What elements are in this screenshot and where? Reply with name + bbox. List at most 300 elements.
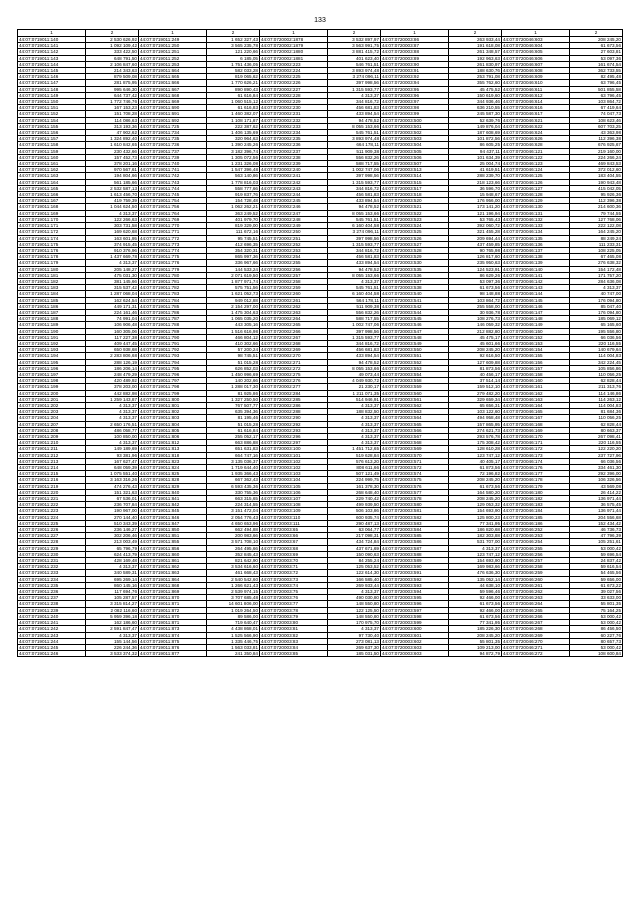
value-cell: 342 224,45 [570, 359, 623, 365]
value-cell: 261 348,57 [449, 49, 502, 55]
value-cell: 695 269,14 [86, 576, 139, 582]
cadastral-number-cell: 44:07:0720003:567 [381, 434, 449, 440]
value-cell: 456 581,83 [328, 254, 381, 260]
value-cell: 3 534 616,60 [207, 564, 260, 570]
cadastral-number-cell: 44:07:0720003:569 [381, 446, 449, 452]
cadastral-number-cell: 44:07:0719011:224 [18, 514, 86, 520]
value-cell: 264 495,66 [207, 545, 260, 551]
value-cell: 149 876,04 [449, 123, 502, 129]
cadastral-number-cell: 44:07:0720003:540 [381, 291, 449, 297]
value-cell: 344 816,72 [328, 99, 381, 105]
value-cell: 268 648,40 [328, 489, 381, 495]
cadastral-number-cell: 44:07:0720046:139 [502, 260, 570, 266]
value-cell: 182 303,88 [449, 533, 502, 539]
cadastral-number-cell: 44:07:0720046:138 [502, 254, 570, 260]
value-cell: 1 315 593,77 [328, 334, 381, 340]
value-cell: 410 302,66 [207, 340, 260, 346]
cadastral-number-cell: 44:07:0720002:268 [260, 340, 328, 346]
cadastral-number-cell: 44:07:0720002:266 [260, 328, 328, 334]
value-cell: 208 245,20 [449, 496, 502, 502]
value-cell: 214 600,36 [570, 204, 623, 210]
cadastral-number-cell: 44:07:0720003:515 [381, 179, 449, 185]
cadastral-number-cell: 44:07:0720046:140 [502, 266, 570, 272]
value-cell: 2 154 297,00 [207, 303, 260, 309]
value-cell: 237 727,96 [570, 452, 623, 458]
cadastral-number-cell: 44:07:0720046:128 [502, 192, 570, 198]
value-cell: 140 202,66 [207, 378, 260, 384]
value-cell: 1 935 366,43 [207, 471, 260, 477]
cadastral-number-cell: 44:07:0719011:813 [139, 446, 207, 452]
value-cell: 224 999,75 [328, 477, 381, 483]
value-cell: 1 525 566,90 [207, 632, 260, 638]
value-cell: 195 556,80 [570, 328, 623, 334]
value-cell: 154 172,48 [570, 266, 623, 272]
value-cell: 397 998,56 [328, 235, 381, 241]
value-cell: 434 724,84 [328, 539, 381, 545]
value-cell: 176 094,80 [570, 297, 623, 303]
cadastral-number-cell: 44:07:0720003:563 [381, 409, 449, 415]
cadastral-number-cell: 44:07:0720003:600 [381, 626, 449, 632]
value-cell: 94 437,11 [449, 148, 502, 154]
cadastral-number-cell: 44:07:0720003:603 [381, 651, 449, 657]
cadastral-number-cell: 44:07:0719011:238 [18, 601, 86, 607]
cadastral-number-cell: 44:07:0720046:156 [502, 359, 570, 365]
cadastral-number-cell: 44:07:0719011:812 [139, 440, 207, 446]
cadastral-number-cell: 44:07:0720003:94 [381, 80, 449, 86]
cadastral-number-cell: 44:07:0719011:776 [139, 260, 207, 266]
value-cell: 164 245,20 [570, 229, 623, 235]
cadastral-number-cell: 44:07:0719011:851 [139, 533, 207, 539]
cadastral-number-cell: 44:07:0719011:212 [18, 452, 86, 458]
cadastral-number-cell: 44:07:0719011:229 [18, 545, 86, 551]
value-cell: 879 509,08 [86, 74, 139, 80]
cadastral-number-cell: 44:07:0719011:226 [18, 527, 86, 533]
value-cell: 185 226,30 [449, 626, 502, 632]
cadastral-number-cell: 44:07:0720046:122 [502, 154, 570, 160]
value-cell: 1 002 747,06 [328, 167, 381, 173]
value-cell: 4 313,37 [328, 92, 381, 98]
cadastral-number-cell: 44:07:0719011:250 [139, 43, 207, 49]
value-cell: 3 563 991,75 [328, 43, 381, 49]
cadastral-number-cell: 44:07:0720003:97 [381, 99, 449, 105]
value-cell: 80 657,73 [570, 638, 623, 644]
value-cell: 8 055 153,66 [328, 123, 381, 129]
value-cell: 53 000,42 [570, 613, 623, 619]
value-cell: 1 516 616,98 [207, 328, 260, 334]
cadastral-number-cell: 44:07:0719011:237 [18, 595, 86, 601]
value-cell: 222 122,08 [570, 223, 623, 229]
cadastral-number-cell: 44:07:0720003:585 [381, 533, 449, 539]
cadastral-number-cell: 44:07:0719011:227 [18, 533, 86, 539]
value-cell: 45 475,17 [449, 334, 502, 340]
cadastral-number-cell: 44:07:0719011:150 [18, 99, 86, 105]
cadastral-number-cell: 44:07:0720046:176 [502, 465, 570, 471]
cadastral-number-cell: 44:07:0719011:188 [18, 316, 86, 322]
value-cell: 61 673,56 [449, 601, 502, 607]
cadastral-number-cell: 44:07:0720046:260 [502, 576, 570, 582]
cadastral-number-cell: 44:07:0720003:574 [381, 471, 449, 477]
value-cell: 4 313,37 [86, 210, 139, 216]
value-cell: 334 461,30 [570, 465, 623, 471]
value-cell: 644 737,42 [86, 92, 139, 98]
cadastral-number-cell: 44:07:0720003:561 [381, 396, 449, 402]
value-cell: 442 882,98 [86, 390, 139, 396]
cadastral-number-cell: 44:07:0720003:529 [381, 254, 449, 260]
cadastral-number-cell: 44:07:0719011:251 [139, 49, 207, 55]
value-cell: 274 621,73 [449, 427, 502, 433]
cadastral-number-cell: 44:07:0719011:756 [139, 204, 207, 210]
value-cell: 114 004,83 [570, 402, 623, 408]
value-cell: 51 015,28 [207, 421, 260, 427]
cadastral-number-cell: 44:07:0720003:78 [260, 607, 328, 613]
value-cell: 662 494,88 [207, 527, 260, 533]
value-cell: 122 220,20 [570, 446, 623, 452]
value-cell: 67 419,64 [570, 105, 623, 111]
cadastral-number-cell: 44:07:0720046:174 [502, 458, 570, 464]
cadastral-number-cell: 44:07:0719011:154 [18, 117, 86, 123]
column-header: 1 [18, 30, 86, 37]
cadastral-number-cell: 44:07:0719011:178 [18, 254, 86, 260]
cadastral-number-cell: 44:07:0720046:605 [502, 49, 570, 55]
value-cell: 333 422,50 [86, 49, 139, 55]
value-cell: 53 765,43 [449, 216, 502, 222]
cadastral-number-cell: 44:07:0720003:578 [381, 496, 449, 502]
cadastral-number-cell: 44:07:0720046:179 [502, 483, 570, 489]
value-cell: 2 540 542,60 [207, 576, 260, 582]
cadastral-number-cell: 44:07:0720002:297 [260, 440, 328, 446]
value-cell: 159 512,10 [449, 384, 502, 390]
cadastral-number-cell: 44:07:0719011:203 [18, 409, 86, 415]
value-cell: 397 998,56 [328, 173, 381, 179]
cadastral-number-cell: 44:07:0720046:255 [502, 545, 570, 551]
cadastral-number-cell: 44:07:0720002:227 [260, 86, 328, 92]
cadastral-number-cell: 44:07:0719011:664 [139, 68, 207, 74]
cadastral-number-cell: 44:07:0720003:513 [381, 167, 449, 173]
cadastral-number-cell: 44:07:0720046:160 [502, 378, 570, 384]
cadastral-number-cell: 44:07:0720003:582 [381, 514, 449, 520]
column-header: 1 [260, 30, 328, 37]
value-cell: 490 030,80 [328, 595, 381, 601]
cadastral-number-cell: 44:07:0719011:743 [139, 179, 207, 185]
cadastral-number-cell: 44:07:0720003:100 [260, 446, 328, 452]
cadastral-number-cell: 44:07:0719011:800 [139, 396, 207, 402]
cadastral-number-cell: 44:07:0720002:290 [260, 415, 328, 421]
value-cell: 81 873,56 [449, 365, 502, 371]
cadastral-number-cell: 44:07:0719011:162 [18, 167, 86, 173]
value-cell: 171 757,20 [570, 272, 623, 278]
value-cell: 865 997,36 [207, 254, 260, 260]
value-cell: 531 707,00 [449, 539, 502, 545]
cadastral-number-cell: 44:07:0720003:73 [260, 576, 328, 582]
cadastral-number-cell: 44:07:0720002:245 [260, 198, 328, 204]
value-cell: 84 255,24 [328, 558, 381, 564]
value-cell: 995 646,30 [86, 86, 139, 92]
cadastral-number-cell: 44:07:0719011:871 [139, 601, 207, 607]
cadastral-number-cell: 44:07:0719011:208 [18, 427, 86, 433]
cadastral-number-cell: 44:07:0720046:610 [502, 80, 570, 86]
cadastral-number-cell: 44:07:0719011:140 [18, 37, 86, 43]
cadastral-number-cell: 44:07:0720046:622 [502, 123, 570, 129]
value-cell: 63 796,45 [570, 92, 623, 98]
value-cell: 1 315 593,77 [328, 179, 381, 185]
value-cell: 558 777,66 [207, 185, 260, 191]
value-cell: 561 185,66 [86, 179, 139, 185]
value-cell: 67 536,01 [86, 496, 139, 502]
value-cell: 190 967,00 [86, 508, 139, 514]
cadastral-number-cell: 44:07:0720046:121 [502, 148, 570, 154]
value-cell: 428 169,48 [86, 558, 139, 564]
cadastral-number-cell: 44:07:0720003:575 [381, 477, 449, 483]
cadastral-number-cell: 44:07:0720046:173 [502, 452, 570, 458]
cadastral-number-cell: 44:07:0719011:798 [139, 384, 207, 390]
value-cell: 8 055 153,66 [328, 272, 381, 278]
value-cell: 65 796,79 [86, 545, 139, 551]
value-cell: 220 116,55 [570, 340, 623, 346]
value-cell: 3 274 096,11 [328, 74, 381, 80]
value-cell: 121 220,66 [207, 49, 260, 55]
cadastral-number-cell: 44:07:0720002:263 [260, 309, 328, 315]
value-cell: 1 770 626,21 [207, 80, 260, 86]
value-cell: 4 313,37 [328, 427, 381, 433]
value-cell: 108 276,73 [449, 316, 502, 322]
cadastral-number-cell: 44:07:0720002:246 [260, 204, 328, 210]
value-cell: 4 313,37 [449, 545, 502, 551]
value-cell: 1 324 892,40 [86, 136, 139, 142]
value-cell: 186 820,68 [449, 527, 502, 533]
cadastral-number-cell: 44:07:0720003:558 [381, 378, 449, 384]
cadastral-number-cell: 44:07:0720003:542 [381, 303, 449, 309]
cadastral-number-cell: 44:07:0719011:159 [18, 148, 86, 154]
value-cell: 4 313,37 [86, 564, 139, 570]
cadastral-number-cell: 44:07:0720046:147 [502, 309, 570, 315]
value-cell: 219 160,00 [570, 148, 623, 154]
value-cell: 136 971,44 [570, 496, 623, 502]
cadastral-number-cell: 44:07:0719011:735 [139, 136, 207, 142]
cadastral-number-cell: 44:07:0720046:269 [502, 632, 570, 638]
cadastral-number-cell: 44:07:0720046:146 [502, 303, 570, 309]
value-cell: 255 052,17 [207, 434, 260, 440]
cadastral-number-cell: 44:07:0720046:184 [502, 508, 570, 514]
cadastral-number-cell: 44:07:0720046:123 [502, 161, 570, 167]
cadastral-number-cell: 44:07:0719011:186 [18, 303, 86, 309]
cadastral-number-cell: 44:07:0720002:236 [260, 142, 328, 148]
cadastral-number-cell: 44:07:0720002:1880 [260, 49, 328, 55]
cadastral-number-cell: 44:07:0720046:180 [502, 489, 570, 495]
cadastral-number-cell: 44:07:0720003:552 [381, 359, 449, 365]
value-cell: 105 251,61 [570, 539, 623, 545]
cadastral-number-cell: 44:07:0720046:169 [502, 427, 570, 433]
value-cell: 3 893 974,48 [328, 68, 381, 74]
value-cell: 409 447,45 [86, 340, 139, 346]
cadastral-number-cell: 44:07:0720046:155 [502, 353, 570, 359]
value-cell: 167 153,23 [86, 105, 139, 111]
value-cell: 55 801,35 [449, 638, 502, 644]
value-cell: 3 182 396,74 [207, 148, 260, 154]
cadastral-number-cell: 44:07:0720046:153 [502, 340, 570, 346]
value-cell: 456 681,83 [328, 105, 381, 111]
cadastral-number-cell: 44:07:0720003:591 [381, 570, 449, 576]
cadastral-number-cell: 44:07:0720046:129 [502, 198, 570, 204]
value-cell: 94 478,52 [328, 266, 381, 272]
cadastral-number-cell: 44:07:0719011:771 [139, 229, 207, 235]
value-cell: 302 206,46 [86, 533, 139, 539]
cadastral-number-cell: 44:07:0719011:786 [139, 309, 207, 315]
cadastral-number-cell: 44:07:0719011:745 [139, 192, 207, 198]
value-cell: 59 596,46 [449, 589, 502, 595]
value-cell: 149 189,69 [86, 446, 139, 452]
value-cell: 140 679,64 [570, 347, 623, 353]
cadastral-number-cell: 44:07:0719011:164 [18, 179, 86, 185]
cadastral-number-cell: 44:07:0720046:266 [502, 613, 570, 619]
cadastral-number-cell: 44:07:0720046:165 [502, 409, 570, 415]
value-cell: 24 837,42 [570, 558, 623, 564]
cadastral-number-cell: 44:07:0720003:538 [381, 285, 449, 291]
value-cell: 650 938,68 [86, 347, 139, 353]
cadastral-number-cell: 44:07:0719011:772 [139, 235, 207, 241]
value-cell: 501 855,58 [570, 86, 623, 92]
cadastral-number-cell: 44:07:0720003:592 [381, 576, 449, 582]
cadastral-number-cell: 44:07:0720003:559 [381, 384, 449, 390]
cadastral-number-cell: 44:07:0720003:522 [381, 210, 449, 216]
cadastral-number-cell: 44:07:0720003:546 [381, 322, 449, 328]
value-cell: 303 731,58 [86, 223, 139, 229]
value-cell: 3 571 708,10 [207, 539, 260, 545]
cadastral-number-cell: 44:07:0720046:125 [502, 173, 570, 179]
value-cell: 220 116,55 [570, 440, 623, 446]
cadastral-number-cell: 44:07:0719011:147 [18, 80, 86, 86]
value-cell: 82 495,48 [570, 74, 623, 80]
value-cell: 30 936,78 [449, 309, 502, 315]
value-cell: 819 329,00 [207, 223, 260, 229]
value-cell: 123 747,12 [449, 551, 502, 557]
value-cell: 110 056,25 [570, 415, 623, 421]
value-cell: 344 936,46 [449, 99, 502, 105]
value-cell: 128 610,28 [449, 446, 502, 452]
value-cell: 1 451 712,65 [328, 446, 381, 452]
value-cell: 187 608,69 [449, 130, 502, 136]
value-cell: 85 047,40 [570, 303, 623, 309]
cadastral-number-cell: 44:07:0719011:868 [139, 582, 207, 588]
cadastral-number-cell: 44:07:0720002:288 [260, 409, 328, 415]
value-cell: 185 031,50 [328, 651, 381, 657]
cadastral-number-cell: 44:07:0720002:224 [260, 68, 328, 74]
cadastral-number-cell: 44:07:0719011:775 [139, 254, 207, 260]
cadastral-number-cell: 44:07:0720002:243 [260, 185, 328, 191]
value-cell: 148 550,80 [328, 613, 381, 619]
cadastral-number-cell: 44:07:0719011:770 [139, 223, 207, 229]
cadastral-number-cell: 44:07:0720003:581 [381, 508, 449, 514]
value-cell: 61 673,22 [570, 582, 623, 588]
value-cell: 103 864,72 [449, 297, 502, 303]
cadastral-number-cell: 44:07:0720003:98 [381, 105, 449, 111]
cadastral-number-cell: 44:07:0719011:223 [18, 508, 86, 514]
value-cell: 65 656,31 [449, 402, 502, 408]
cadastral-number-cell: 44:07:0720003:599 [381, 620, 449, 626]
cadastral-number-cell: 44:07:0719011:200 [18, 390, 86, 396]
value-cell: 53 000,42 [570, 644, 623, 650]
value-cell: 2 082 116,60 [86, 607, 139, 613]
value-cell: 127 609,88 [449, 359, 502, 365]
cadastral-number-cell: 44:07:0720046:604 [502, 43, 570, 49]
value-cell: 576 613,20 [328, 458, 381, 464]
value-cell: 663 886,88 [207, 440, 260, 446]
cadastral-number-cell: 44:07:0719011:741 [139, 167, 207, 173]
cadastral-number-cell: 44:07:0719011:842 [139, 502, 207, 508]
value-cell: 40 456,17 [449, 371, 502, 377]
cadastral-number-cell: 44:07:0719011:769 [139, 216, 207, 222]
value-cell: 392 060,72 [449, 223, 502, 229]
cadastral-number-cell: 44:07:0720003:548 [381, 334, 449, 340]
value-cell: 80 663,37 [570, 427, 623, 433]
cadastral-number-cell: 44:07:0720002:248 [260, 216, 328, 222]
cadastral-number-cell: 44:07:0720046:626 [502, 136, 570, 142]
value-cell: 4 313,37 [328, 278, 381, 284]
value-cell: 6 185,05 [207, 55, 260, 61]
value-cell: 563 140,86 [207, 173, 260, 179]
value-cell: 62 828,44 [570, 378, 623, 384]
table-header [18, 30, 623, 37]
value-cell: 3 893 974,48 [328, 136, 381, 142]
cadastral-number-cell: 44:07:0720003:536 [381, 272, 449, 278]
value-cell: 263 933,44 [449, 37, 502, 43]
cadastral-number-cell: 44:07:0719011:856 [139, 545, 207, 551]
value-cell: 821 642,90 [207, 558, 260, 564]
cadastral-number-cell: 44:07:0720046:143 [502, 285, 570, 291]
value-cell: 88 249,24 [570, 235, 623, 241]
value-cell: 456 681,83 [328, 347, 381, 353]
value-cell: 54 465,56 [570, 570, 623, 576]
value-cell: 205 148,27 [86, 266, 139, 272]
value-cell: 53 000,42 [570, 620, 623, 626]
value-cell: 161 378,30 [328, 483, 381, 489]
cadastral-number-cell: 44:07:0719011:182 [18, 278, 86, 284]
cadastral-number-cell: 44:07:0719011:774 [139, 247, 207, 253]
value-cell: 397 998,56 [328, 328, 381, 334]
value-cell: 519 628,84 [328, 452, 381, 458]
cadastral-number-cell: 44:07:0720003:109 [260, 508, 328, 514]
cadastral-number-cell: 44:07:0720003:598 [381, 613, 449, 619]
cadastral-number-cell: 44:07:0720003:68 [260, 545, 328, 551]
cadastral-number-cell: 44:07:0720002:240 [260, 167, 328, 173]
cadastral-number-cell: 44:07:0719011:871 [139, 620, 207, 626]
value-cell: 208 245,20 [449, 632, 502, 638]
cadastral-number-cell: 44:07:0720003:596 [381, 601, 449, 607]
cadastral-number-cell: 44:07:0719011:818 [139, 452, 207, 458]
cadastral-number-cell: 44:07:0720003:545 [381, 316, 449, 322]
cadastral-number-cell: 44:07:0719011:740 [139, 161, 207, 167]
value-cell: 651 631,83 [207, 446, 260, 452]
value-cell: 111 233,31 [570, 241, 623, 247]
value-cell: 74 991,04 [86, 316, 139, 322]
cadastral-number-cell: 44:07:0719011:225 [18, 520, 86, 526]
cadastral-number-cell: 44:07:0720003:595 [381, 595, 449, 601]
cadastral-number-cell: 44:07:0719011:783 [139, 291, 207, 297]
value-cell: 419 759,39 [86, 198, 139, 204]
cadastral-number-cell: 44:07:0720003:83 [260, 638, 328, 644]
cadastral-number-cell: 44:07:0719011:669 [139, 99, 207, 105]
value-cell: 125 053,52 [328, 564, 381, 570]
cadastral-number-cell: 44:07:0720046:264 [502, 601, 570, 607]
cadastral-number-cell: 44:07:0720002:257 [260, 272, 328, 278]
cadastral-number-cell: 44:07:0720003:74 [260, 582, 328, 588]
value-cell: 81 195,46 [207, 415, 260, 421]
cadastral-number-cell: 44:07:0720003:505 [381, 148, 449, 154]
cadastral-number-cell: 44:07:0719011:190 [18, 328, 86, 334]
value-cell: 545 761,51 [328, 130, 381, 136]
cadastral-number-cell: 44:07:0720046:161 [502, 384, 570, 390]
value-cell: 1 460 382,07 [207, 111, 260, 117]
value-cell: 95 745,51 [207, 235, 260, 241]
